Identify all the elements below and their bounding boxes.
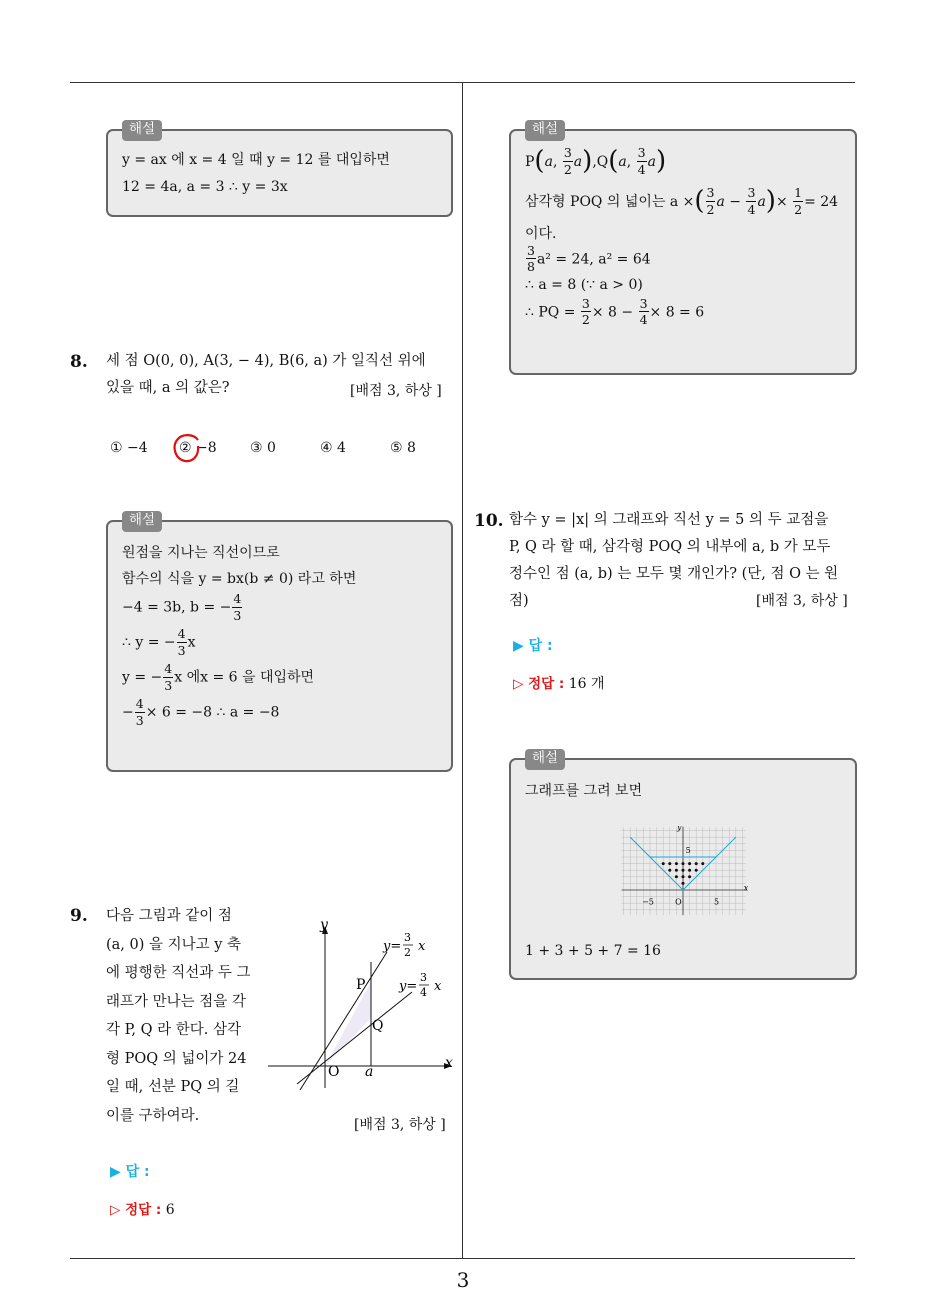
line-3-4x <box>297 992 412 1084</box>
question-number: 9. <box>70 906 88 926</box>
line2-x: x <box>434 979 442 994</box>
question-line: (a, 0) 을 지나고 y 축 <box>106 936 242 953</box>
question-line: 있을 때, a 의 값은? <box>106 380 230 396</box>
fraction <box>177 628 187 657</box>
eq-text: y = − <box>122 669 163 686</box>
tick-label-5y: 5 <box>685 846 691 856</box>
eq-text: × <box>775 193 793 210</box>
answer-label: ▶ 답 : <box>110 1164 150 1180</box>
line1-x: x <box>418 939 426 954</box>
correct-value: 6 <box>165 1202 175 1218</box>
choice-4[interactable]: ④ 4 <box>320 440 346 456</box>
question-line: 세 점 O(0, 0), A(3, − 4), B(6, a) 가 일직선 위에 <box>106 353 426 369</box>
lattice-point <box>701 862 704 865</box>
solution-line <box>122 593 439 622</box>
origin-label: O <box>675 897 682 907</box>
y-axis-label: y <box>677 826 682 832</box>
solution-line <box>122 628 439 657</box>
solution-line: y = ax 에 x = 4 일 때 y = 12 를 대입하면 <box>122 152 390 168</box>
solution-line: P(a, $\frac{3}{2}$ a),Q(a, $\frac{3}{4}$ a) <box>525 145 667 177</box>
lattice-point <box>682 869 685 872</box>
eq-text: × 8 − <box>591 304 638 321</box>
frac-den: 3 <box>164 677 173 693</box>
lattice-point <box>675 875 678 878</box>
lattice-point <box>682 862 685 865</box>
line2-num: 3 <box>420 971 427 984</box>
lattice-point <box>675 862 678 865</box>
frac-den: 4 <box>747 201 756 217</box>
question-line: 함수 y = |x| 의 그래프와 직선 y = 5 의 두 교점을 <box>509 512 829 528</box>
var-a: a <box>647 153 656 170</box>
choice-3[interactable]: ③ 0 <box>250 440 276 456</box>
lattice-point <box>668 869 671 872</box>
solution-line: ∴ a = 8 (∵ a > 0) <box>525 276 643 293</box>
solution-box-q9 <box>509 121 857 375</box>
q10-graph <box>621 826 749 918</box>
lattice-point <box>668 862 671 865</box>
selected-circle-mark <box>172 432 202 464</box>
correct-label: ▷ 정답 : <box>513 676 565 692</box>
choice-1[interactable]: ① −4 <box>110 440 148 456</box>
x-axis-label: x <box>743 883 749 893</box>
frac-den: 3 <box>135 712 144 728</box>
solution-line: 1 + 3 + 5 + 7 = 16 <box>525 943 661 959</box>
eq-text: x <box>187 634 196 651</box>
fraction <box>563 147 573 176</box>
solution-line: 함수의 식을 y = bx(b ≠ 0) 라고 하면 <box>122 571 357 588</box>
frac-den: 3 <box>233 607 242 623</box>
triangle-poq <box>325 982 371 1066</box>
point-q: Q <box>596 153 609 170</box>
frac-num: 3 <box>747 185 756 201</box>
fraction: $\frac{3}{8}$ <box>527 242 535 275</box>
frac-den: 4 <box>639 312 648 328</box>
eq-text: ∴ PQ = <box>525 304 580 321</box>
column-divider <box>462 82 463 1258</box>
solution-tag: 해설 <box>525 120 565 141</box>
frac-num: 4 <box>164 661 173 677</box>
solution-line <box>122 663 439 692</box>
fraction <box>637 147 647 176</box>
correct-label: ▷ 정답 : <box>110 1202 162 1218</box>
frac-den: 3 <box>177 642 186 658</box>
answer-label: ▶ 답 : <box>513 638 553 654</box>
correct-value: 16 개 <box>568 676 605 692</box>
frac-num: 3 <box>637 145 646 161</box>
p-label: P <box>356 977 366 993</box>
point-p: P <box>525 153 535 170</box>
solution-box-q7 <box>106 121 453 217</box>
tick-label-neg5: −5 <box>642 897 654 907</box>
correct-answer <box>513 672 605 693</box>
lattice-point <box>695 869 698 872</box>
frac-num: 3 <box>639 295 648 311</box>
fraction <box>706 187 716 216</box>
lattice-point <box>688 875 691 878</box>
solution-box-q10 <box>509 750 857 980</box>
solution-tag: 해설 <box>122 511 162 532</box>
fraction <box>746 187 756 216</box>
lattice-point <box>682 882 685 885</box>
question-line: 다음 그림과 같이 점 <box>106 908 232 924</box>
line2-den: 4 <box>420 986 427 999</box>
frac-den: 2 <box>563 161 572 177</box>
fraction <box>639 295 649 328</box>
fraction <box>581 295 591 328</box>
frac-den: 2 <box>706 201 715 217</box>
origin-label: O <box>328 1064 340 1080</box>
points-label: [배점 3, 하상 ] <box>354 1117 446 1133</box>
line1-num: 3 <box>404 931 411 944</box>
solution-tag: 해설 <box>525 749 565 770</box>
question-line: 정수인 점 (a, b) 는 모두 몇 개인가? (단, 점 O 는 원 <box>509 566 839 582</box>
eq-text: ∴ y = − <box>122 634 176 651</box>
question-line: 에 평행한 직선과 두 그 <box>106 965 251 981</box>
question-line: 형 POQ 의 넓이가 24 <box>106 1050 247 1067</box>
frac-den: 4 <box>637 161 646 177</box>
question-line: 점) <box>509 593 529 609</box>
points-label: [배점 3, 하상 ] <box>350 383 442 399</box>
question-line: 래프가 만나는 점을 각 <box>106 993 246 1010</box>
eq-text: × 6 = −8 ∴ a = −8 <box>145 704 280 721</box>
choice-2[interactable]: ② −8 <box>179 440 217 456</box>
correct-answer <box>110 1198 175 1218</box>
frac-num: 3 <box>706 185 715 201</box>
var-a: a <box>618 153 627 170</box>
lattice-point <box>675 869 678 872</box>
solution-line: 12 = 4a, a = 3 ∴ y = 3x <box>122 179 288 196</box>
question-text <box>106 902 256 1130</box>
var-a: a <box>544 153 553 170</box>
lattice-point <box>688 862 691 865</box>
question-line: P, Q 라 할 때, 삼각형 POQ 의 내부에 a, b 가 모두 <box>509 539 831 555</box>
solution-line <box>525 295 843 328</box>
y-axis-label: y <box>320 917 328 933</box>
q-label: Q <box>372 1018 384 1034</box>
frac-num: 4 <box>233 591 242 607</box>
var-a: a <box>573 153 583 170</box>
q9-graph <box>262 912 462 1092</box>
frac-den: 2 <box>581 312 590 328</box>
bottom-rule <box>70 1258 855 1259</box>
eq-text: −4 = 3b, b = − <box>122 599 232 616</box>
solution-line: − $\frac{4}{3}$ × 6 = −8 ∴ a = −8 <box>122 696 280 728</box>
frac-num: 4 <box>135 696 144 712</box>
eq-text: 삼각형 POQ 의 넓이는 a × <box>525 193 695 210</box>
solution-line: 삼각형 POQ 의 넓이는 a ×( $\frac{3}{2}$ a − $\frac{3}{4}$ a)× $\frac{1}{2}$ = 24 <box>525 185 839 217</box>
solution-line: 그래프를 그려 보면 <box>525 783 643 799</box>
question-number: 10. <box>474 511 504 531</box>
line1-label: y= <box>383 939 402 954</box>
frac-num: 3 <box>581 295 590 311</box>
fraction: $\frac{1}{2}$ <box>794 185 803 217</box>
frac-num: 3 <box>563 145 572 161</box>
choice-5[interactable]: ⑤ 8 <box>390 440 416 456</box>
line2-label: y= <box>399 979 418 994</box>
fraction <box>232 593 242 622</box>
solution-box-q8 <box>106 512 453 772</box>
line1-den: 2 <box>404 946 411 959</box>
question-line: 이를 구하여라. <box>106 1107 200 1124</box>
question-line: 각 P, Q 라 한다. 삼각 <box>106 1022 242 1038</box>
x-axis-label: x <box>445 1055 453 1071</box>
question-number: 8. <box>70 352 88 372</box>
lattice-point <box>662 862 665 865</box>
solution-line: 이다. <box>525 225 557 242</box>
eq-text: = 24 <box>804 193 839 210</box>
page-number: 3 <box>456 1268 470 1292</box>
solution-tag: 해설 <box>122 120 162 141</box>
eq-text: × 8 = 6 <box>649 304 705 321</box>
lattice-point <box>682 875 685 878</box>
lattice-point <box>688 869 691 872</box>
eq-text: x 에x = 6 을 대입하면 <box>174 669 315 686</box>
fraction <box>163 663 173 692</box>
a-label: a <box>365 1064 374 1080</box>
solution-line: 원점을 지나는 직선이므로 <box>122 545 280 561</box>
frac-num: 4 <box>177 626 186 642</box>
tick-label-5x: 5 <box>714 897 720 907</box>
question-line: 일 때, 선분 PQ 의 길 <box>106 1079 240 1095</box>
points-label: [배점 3, 하상 ] <box>756 593 848 609</box>
solution-line <box>525 242 843 275</box>
fraction <box>135 698 145 727</box>
lattice-point <box>695 862 698 865</box>
eq-text: a² = 24, a² = 64 <box>536 251 651 268</box>
